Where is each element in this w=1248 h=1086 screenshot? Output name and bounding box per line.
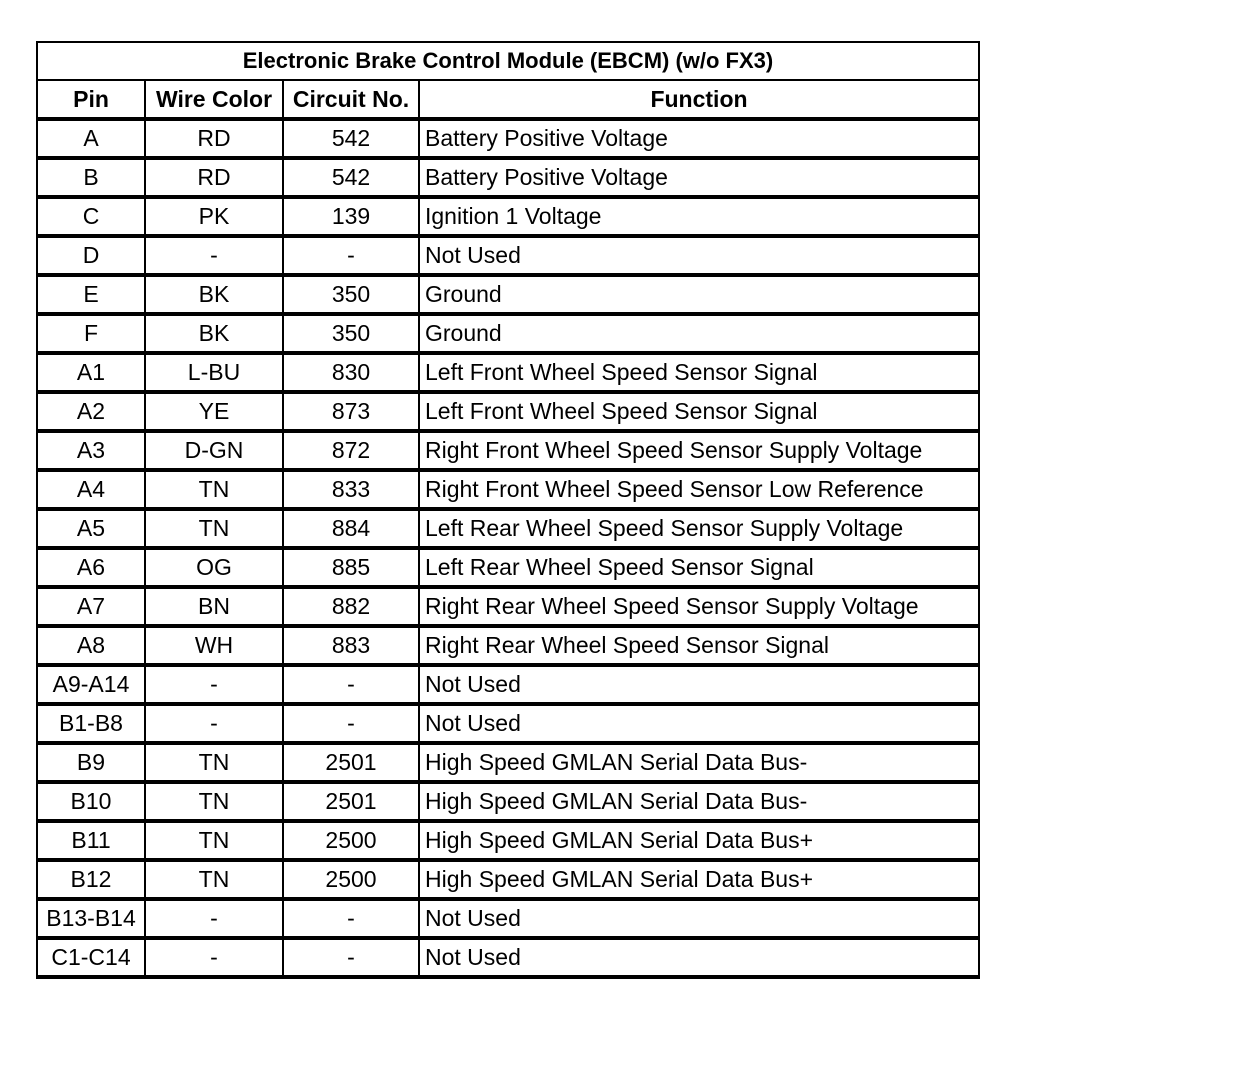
- circuit-no-cell: 2501: [283, 743, 419, 782]
- table-row: [37, 470, 979, 509]
- table-row: [37, 626, 979, 665]
- table-row: [37, 821, 979, 860]
- table-title-row: [37, 42, 979, 80]
- table-row: [37, 509, 979, 548]
- table-row: [37, 782, 979, 821]
- circuit-no-cell: 2501: [283, 782, 419, 821]
- table-row: [37, 587, 979, 626]
- wire-color-cell: BK: [145, 275, 283, 314]
- function-cell: High Speed GMLAN Serial Data Bus+: [419, 821, 979, 860]
- circuit-no-cell: 833: [283, 470, 419, 509]
- wire-color-cell: BK: [145, 314, 283, 353]
- pin-cell: A6: [37, 548, 145, 587]
- wire-color-cell: -: [145, 938, 283, 977]
- circuit-no-cell: 542: [283, 119, 419, 158]
- wire-color-cell: BN: [145, 587, 283, 626]
- function-cell: Battery Positive Voltage: [419, 158, 979, 197]
- function-cell: Left Front Wheel Speed Sensor Signal: [419, 392, 979, 431]
- table-row: [37, 860, 979, 899]
- function-cell: Ground: [419, 314, 979, 353]
- wire-color-cell: TN: [145, 743, 283, 782]
- pin-cell: D: [37, 236, 145, 275]
- circuit-no-cell: -: [283, 704, 419, 743]
- table-row: [37, 353, 979, 392]
- wire-color-cell: -: [145, 665, 283, 704]
- function-cell: Left Front Wheel Speed Sensor Signal: [419, 353, 979, 392]
- pin-cell: B12: [37, 860, 145, 899]
- table-row: [37, 743, 979, 782]
- pin-cell: A: [37, 119, 145, 158]
- function-cell: Right Front Wheel Speed Sensor Low Reference: [419, 470, 979, 509]
- pin-cell: B9: [37, 743, 145, 782]
- wire-color-cell: PK: [145, 197, 283, 236]
- function-cell: Not Used: [419, 899, 979, 938]
- function-cell: High Speed GMLAN Serial Data Bus-: [419, 743, 979, 782]
- function-cell: Ignition 1 Voltage: [419, 197, 979, 236]
- wire-color-cell: D-GN: [145, 431, 283, 470]
- wire-color-cell: OG: [145, 548, 283, 587]
- table-row: [37, 665, 979, 704]
- table-row: [37, 197, 979, 236]
- wire-color-cell: TN: [145, 821, 283, 860]
- header-pin: Pin: [37, 80, 145, 119]
- table-header-row: [37, 80, 979, 119]
- wire-color-cell: WH: [145, 626, 283, 665]
- function-cell: Not Used: [419, 704, 979, 743]
- table-row: [37, 119, 979, 158]
- function-cell: Right Rear Wheel Speed Sensor Signal: [419, 626, 979, 665]
- pin-cell: B13-B14: [37, 899, 145, 938]
- circuit-no-cell: 2500: [283, 821, 419, 860]
- circuit-no-cell: 873: [283, 392, 419, 431]
- circuit-no-cell: 350: [283, 275, 419, 314]
- pin-cell: A5: [37, 509, 145, 548]
- circuit-no-cell: -: [283, 899, 419, 938]
- circuit-no-cell: -: [283, 236, 419, 275]
- wire-color-cell: RD: [145, 119, 283, 158]
- circuit-no-cell: 350: [283, 314, 419, 353]
- wire-color-cell: YE: [145, 392, 283, 431]
- pin-cell: A4: [37, 470, 145, 509]
- wire-color-cell: -: [145, 704, 283, 743]
- circuit-no-cell: 2500: [283, 860, 419, 899]
- table-row: [37, 392, 979, 431]
- function-cell: Battery Positive Voltage: [419, 119, 979, 158]
- header-circuit-no: Circuit No.: [283, 80, 419, 119]
- circuit-no-cell: 542: [283, 158, 419, 197]
- wire-color-cell: TN: [145, 509, 283, 548]
- pin-cell: B11: [37, 821, 145, 860]
- function-cell: High Speed GMLAN Serial Data Bus+: [419, 860, 979, 899]
- circuit-no-cell: -: [283, 665, 419, 704]
- circuit-no-cell: -: [283, 938, 419, 977]
- table-row: [37, 236, 979, 275]
- wire-color-cell: RD: [145, 158, 283, 197]
- function-cell: Left Rear Wheel Speed Sensor Signal: [419, 548, 979, 587]
- wire-color-cell: L-BU: [145, 353, 283, 392]
- wire-color-cell: TN: [145, 860, 283, 899]
- wire-color-cell: -: [145, 236, 283, 275]
- function-cell: Not Used: [419, 665, 979, 704]
- pin-cell: C: [37, 197, 145, 236]
- pin-cell: A7: [37, 587, 145, 626]
- function-cell: High Speed GMLAN Serial Data Bus-: [419, 782, 979, 821]
- table-row: [37, 899, 979, 938]
- pin-cell: B: [37, 158, 145, 197]
- pin-cell: A1: [37, 353, 145, 392]
- pin-cell: C1-C14: [37, 938, 145, 977]
- table-row: [37, 704, 979, 743]
- pin-cell: E: [37, 275, 145, 314]
- circuit-no-cell: 885: [283, 548, 419, 587]
- header-wire-color: Wire Color: [145, 80, 283, 119]
- pin-cell: A9-A14: [37, 665, 145, 704]
- circuit-no-cell: 139: [283, 197, 419, 236]
- pin-cell: A8: [37, 626, 145, 665]
- pin-cell: A3: [37, 431, 145, 470]
- header-function: Function: [419, 80, 979, 119]
- pin-cell: B1-B8: [37, 704, 145, 743]
- table-row: [37, 548, 979, 587]
- wire-color-cell: -: [145, 899, 283, 938]
- table-row: [37, 275, 979, 314]
- pin-cell: F: [37, 314, 145, 353]
- wire-color-cell: TN: [145, 470, 283, 509]
- circuit-no-cell: 872: [283, 431, 419, 470]
- function-cell: Right Front Wheel Speed Sensor Supply Voltage: [419, 431, 979, 470]
- circuit-no-cell: 884: [283, 509, 419, 548]
- circuit-no-cell: 882: [283, 587, 419, 626]
- table-row: [37, 431, 979, 470]
- table-row: [37, 314, 979, 353]
- function-cell: Not Used: [419, 236, 979, 275]
- wire-color-cell: TN: [145, 782, 283, 821]
- table-title: Electronic Brake Control Module (EBCM) (w/o FX3): [37, 42, 979, 80]
- function-cell: Ground: [419, 275, 979, 314]
- pin-cell: A2: [37, 392, 145, 431]
- circuit-no-cell: 883: [283, 626, 419, 665]
- table-row: [37, 938, 979, 977]
- pin-cell: B10: [37, 782, 145, 821]
- circuit-no-cell: 830: [283, 353, 419, 392]
- ebcm-pinout-table: [36, 41, 980, 979]
- function-cell: Right Rear Wheel Speed Sensor Supply Voltage: [419, 587, 979, 626]
- function-cell: Left Rear Wheel Speed Sensor Supply Voltage: [419, 509, 979, 548]
- function-cell: Not Used: [419, 938, 979, 977]
- table-row: [37, 158, 979, 197]
